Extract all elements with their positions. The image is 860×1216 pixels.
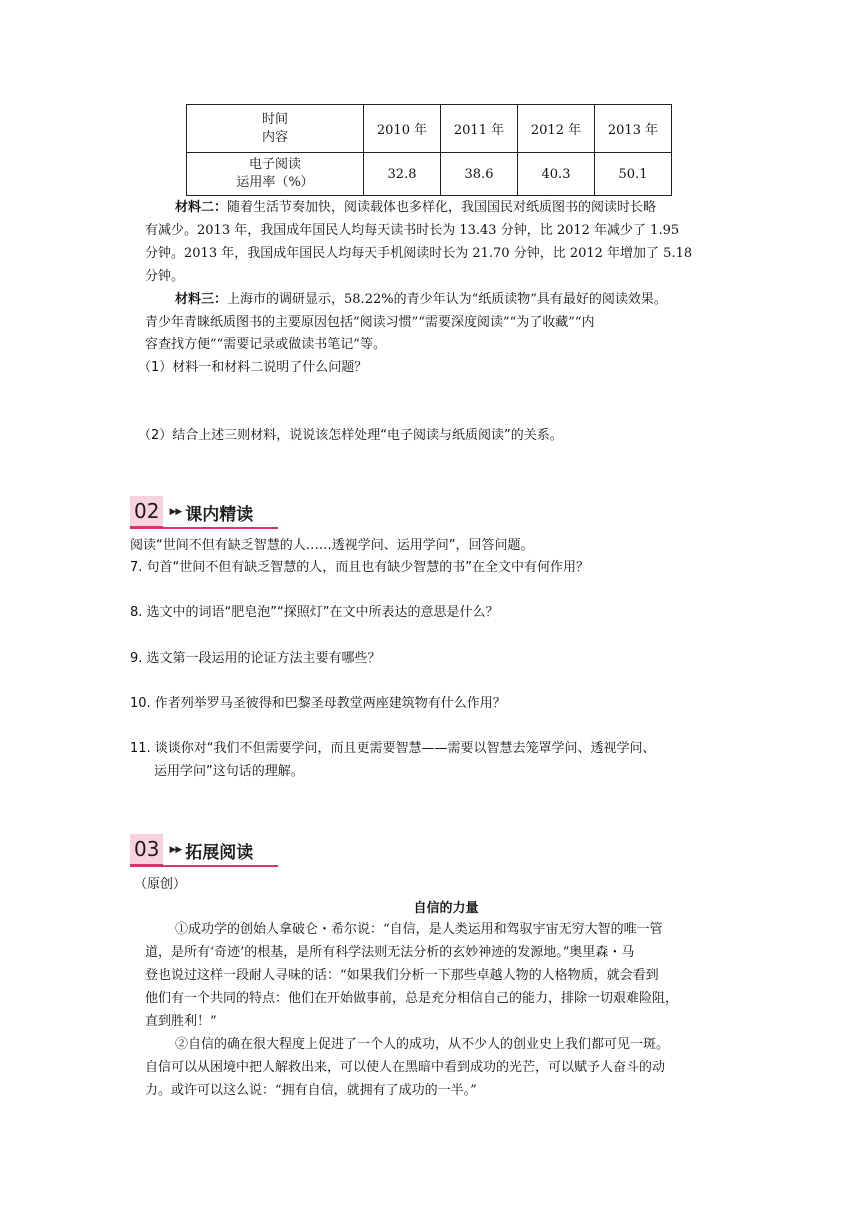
material3-line: 青少年青睐纸质图书的主要原因包括“阅读习惯”“需要深度阅读”“为了收藏”“内 <box>145 315 595 330</box>
section-title: 课内精读 <box>185 504 254 525</box>
section-number: 02 <box>130 496 163 528</box>
question-10: 10. 作者列举罗马圣彼得和巴黎圣母教堂两座建筑物有什么作用？ <box>130 696 506 711</box>
question-7: 7. 句首“世间不但有缺乏智慧的人，而且也有缺少智慧的书”在全文中有何作用？ <box>130 560 590 575</box>
section-title: 拓展阅读 <box>185 842 254 863</box>
paragraph-line: 自信可以从困境中把人解救出来，可以使人在黑暗中看到成功的光芒，可以赋予人奋斗的动 <box>145 1060 666 1075</box>
header-time-label: 时间 <box>261 111 288 127</box>
question-11-continued: 运用学问”这句话的理解。 <box>154 764 304 779</box>
value-cell: 50.1 <box>595 153 672 196</box>
value-cell: 32.8 <box>364 153 441 196</box>
material2-line: 分钟。2013 年，我国成年国民人均每天手机阅读时长为 21.70 分钟，比 2012 年增加了 5.18 <box>145 246 693 261</box>
material3-text: 上海市的调研显示，58.22%的青少年认为“纸质读物”具有最好的阅读效果。 <box>227 292 667 307</box>
material2-line: 分钟。 <box>145 269 185 284</box>
paragraph-line: 力。或许可以这么说：“拥有自信，就拥有了成功的一半。” <box>145 1083 477 1098</box>
value-cell: 40.3 <box>518 153 595 196</box>
row-label-cell <box>187 153 364 196</box>
year-cell: 2012 年 <box>518 105 595 153</box>
material3-line: 容查找方便”“需要记录或做读书笔记”等。 <box>145 337 386 352</box>
row-label-line2: 运用率（%） <box>236 175 314 190</box>
row-label-line1: 电子阅读 <box>248 157 301 172</box>
article-title: 自信的力量 <box>413 901 479 916</box>
question-8: 8. 选文中的词语“肥皂泡”“探照灯”在文中所表达的意思是什么？ <box>130 605 499 620</box>
paragraph-line: ①成功学的创始人拿破仑・希尔说：“自信，是人类运用和驾驭宇宙无穷大智的唯一管 <box>175 922 663 937</box>
paragraph-line: 他们有一个共同的特点：他们在开始做事前，总是充分相信自己的能力，排除一切艰难险阻， <box>145 991 679 1006</box>
question-9: 9. 选文第一段运用的论证方法主要有哪些？ <box>130 651 381 666</box>
paragraph-line: 直到胜利！” <box>145 1014 217 1029</box>
year-cell: 2010 年 <box>364 105 441 153</box>
year-cell: 2011 年 <box>441 105 518 153</box>
section-underline <box>130 865 278 867</box>
question-part1: （1）材料一和材料二说明了什么问题？ <box>138 360 368 375</box>
double-arrow-icon: ▶▶ <box>169 845 182 855</box>
material2-line <box>175 198 656 218</box>
reading-rate-table <box>186 104 672 196</box>
paragraph-line: ②自信的确在很大程度上促进了一个人的成功，从不少人的创业史上我们都可见一斑。 <box>175 1037 670 1052</box>
section-03-header <box>130 835 253 865</box>
header-content-label: 内容 <box>261 129 288 145</box>
section-underline <box>130 527 278 529</box>
material3-label: 材料三： <box>175 292 228 307</box>
material3-line <box>175 290 667 310</box>
table-header-row <box>187 105 672 153</box>
reading-intro: 阅读“世间不但有缺乏智慧的人……透视学问、运用学问”，回答问题。 <box>130 538 534 553</box>
material2-text: 随着生活节奏加快，阅读载体也多样化，我国国民对纸质图书的阅读时长略 <box>227 200 657 215</box>
material2-label: 材料二： <box>175 200 228 215</box>
table-row <box>187 153 672 196</box>
table-corner-cell <box>187 105 364 153</box>
question-11: 11. 谈谈你对“我们不但需要学问，而且更需要智慧——需要以智慧去笼罩学问、透视学问、 <box>130 741 656 756</box>
paragraph-line: 道，是所有‘奇迹’的根基，是所有科学法则无法分析的玄妙神迹的发源地。”奥里森・马 <box>145 945 635 960</box>
year-cell: 2013 年 <box>595 105 672 153</box>
double-arrow-icon: ▶▶ <box>169 507 182 517</box>
material2-line: 有减少。2013 年，我国成年国民人均每天读书时长为 13.43 分钟，比 2012 年减少了 1.95 <box>145 223 680 238</box>
section-number: 03 <box>130 834 163 866</box>
question-part2: （2）结合上述三则材料，说说该怎样处理“电子阅读与纸质阅读”的关系。 <box>138 428 563 443</box>
section-02-header <box>130 497 253 527</box>
value-cell: 38.6 <box>441 153 518 196</box>
source-note: （原创） <box>134 877 187 892</box>
paragraph-line: 登也说过这样一段耐人寻味的话：“如果我们分析一下那些卓越人物的人格物质，就会看到 <box>145 968 659 983</box>
